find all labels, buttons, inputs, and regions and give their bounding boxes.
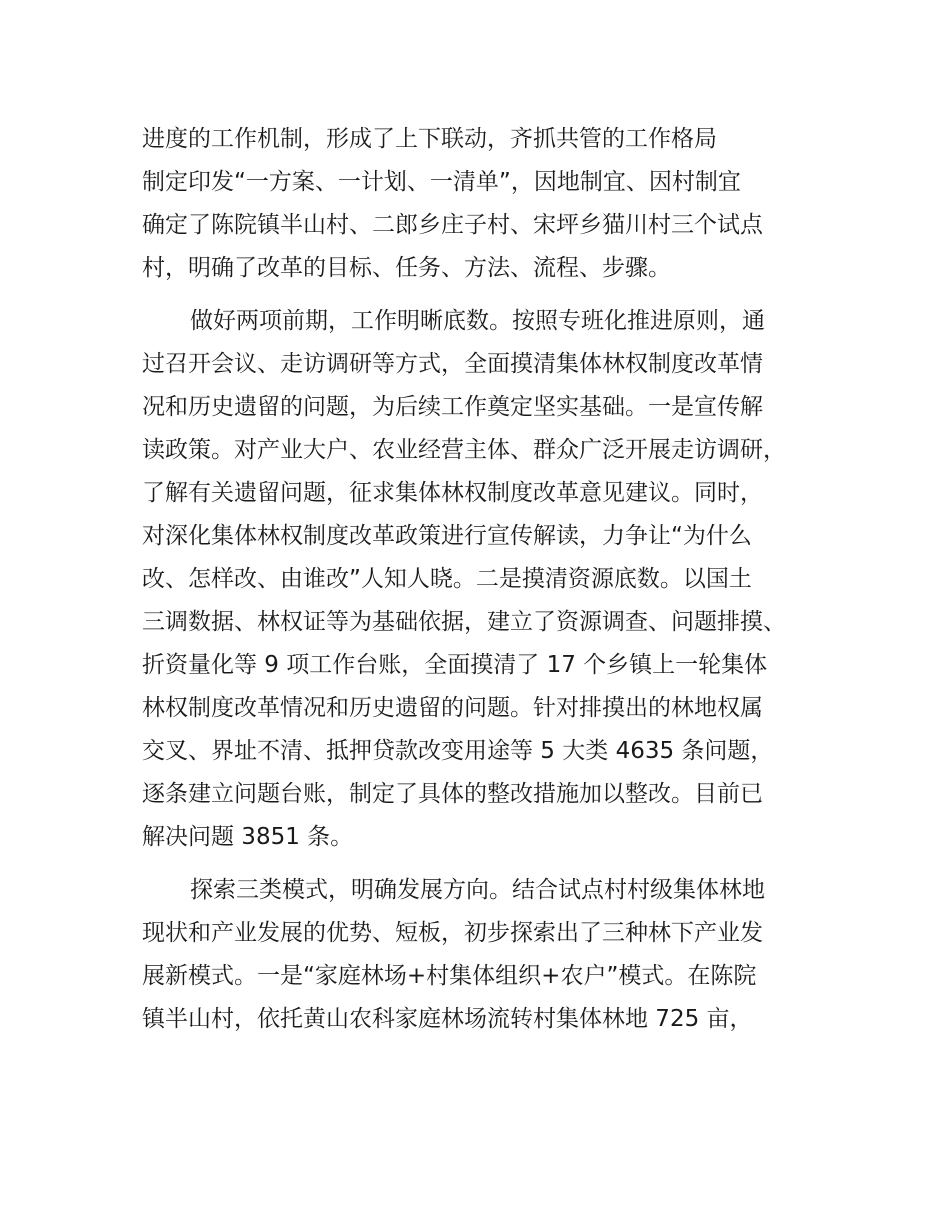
- text-line: 对深化集体林权制度改革政策进行宣传解读，力争让“为什么: [142, 523, 752, 549]
- text-line: 改、怎样改、由谁改”人知人晓。二是摸清资源底数。以国土: [142, 566, 752, 592]
- text-line: 折资量化等 9 项工作台账，全面摸清了 17 个乡镇上一轮集体: [142, 652, 768, 678]
- text-line: 进度的工作机制，形成了上下联动，齐抓共管的工作格局: [142, 126, 717, 152]
- text-line: 过召开会议、走访调研等方式，全面摸清集体林权制度改革情: [142, 351, 763, 377]
- text-line: 读政策。对产业大户、农业经营主体、群众广泛开展走访调研，: [142, 437, 786, 463]
- text-line: 三调数据、林权证等为基础依据，建立了资源调查、问题排摸、: [142, 609, 786, 635]
- text-line: 展新模式。一是“家庭林场+村集体组织+农户”模式。在陈院: [142, 963, 757, 989]
- paragraph-first-line: 探索三类模式，明确发展方向。结合试点村村级集体林地: [190, 877, 765, 903]
- text-line: 了解有关遗留问题，征求集体林权制度改革意见建议。同时，: [142, 480, 763, 506]
- text-line: 制定印发“一方案、一计划、一清单”，因地制宜、因村制宜: [142, 169, 741, 195]
- text-line: 林权制度改革情况和历史遗留的问题。针对排摸出的林地权属: [142, 695, 763, 721]
- text-line: 解决问题 3851 条。: [142, 824, 354, 850]
- text-line: 逐条建立问题台账，制定了具体的整改措施加以整改。目前已: [142, 781, 763, 807]
- text-line: 村，明确了改革的目标、任务、方法、流程、步骤。: [142, 255, 671, 281]
- paragraph-first-line: 做好两项前期，工作明晰底数。按照专班化推进原则，通: [190, 308, 765, 334]
- text-line: 现状和产业发展的优势、短板，初步探索出了三种林下产业发: [142, 920, 763, 946]
- text-line: 镇半山村，依托黄山农科家庭林场流转村集体林地 725 亩，: [142, 1006, 753, 1032]
- text-line: 况和历史遗留的问题，为后续工作奠定坚实基础。一是宣传解: [142, 394, 763, 420]
- text-line: 交叉、界址不清、抵押贷款改变用途等 5 大类 4635 条问题，: [142, 738, 774, 764]
- text-line: 确定了陈院镇半山村、二郎乡庄子村、宋坪乡猫川村三个试点: [142, 212, 763, 238]
